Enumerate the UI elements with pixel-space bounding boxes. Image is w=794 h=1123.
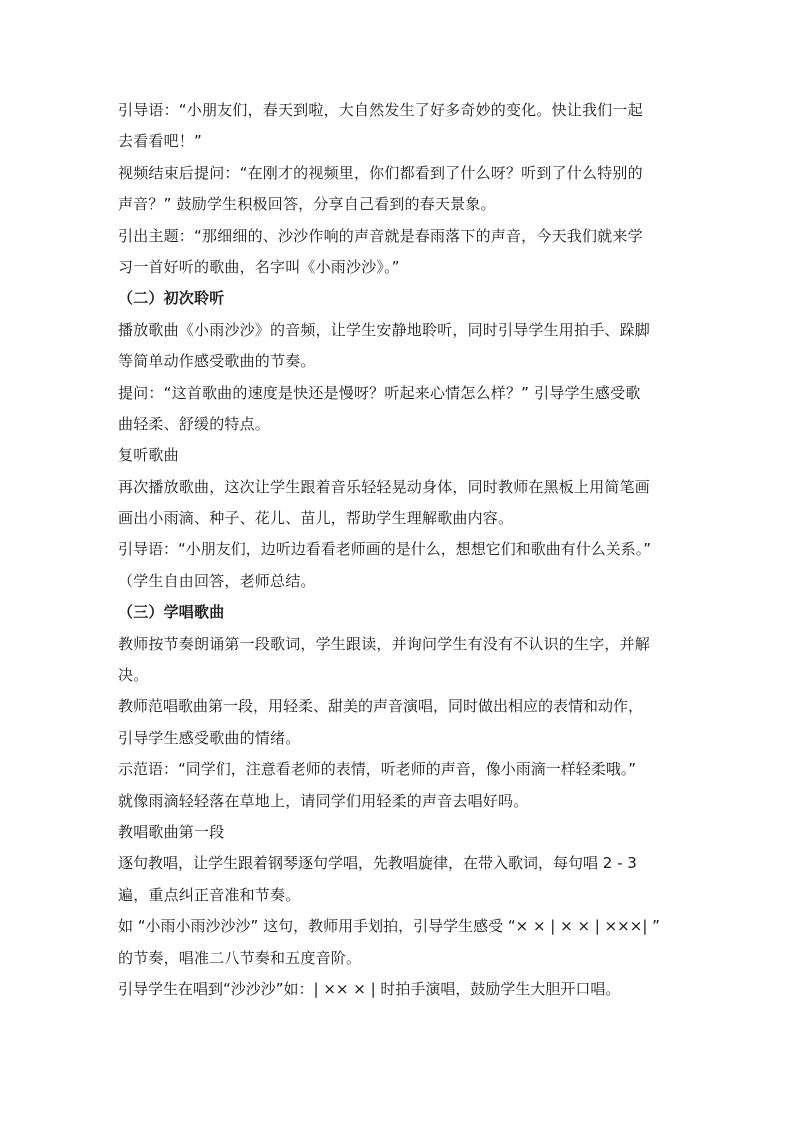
paragraph-line: 提问：“这首歌曲的速度是快还是慢呀？听起来心情怎么样？” 引导学生感受歌 <box>118 383 641 402</box>
paragraph-line: 逐句教唱，让学生跟着钢琴逐句学唱，先教唱旋律，在带入歌词，每句唱 2 - 3 <box>118 854 637 873</box>
paragraph-line: 习一首好听的歌曲，名字叫《小雨沙沙》。” <box>118 257 400 276</box>
section-heading: （三）学唱歌曲 <box>118 603 225 622</box>
paragraph-line: 就像雨滴轻轻落在草地上，请同学们用轻柔的声音去唱好吗。 <box>118 791 529 810</box>
paragraph-line: 等简单动作感受歌曲的节奏。 <box>118 352 316 371</box>
paragraph-line: 的节奏，唱准二八节奏和五度音阶。 <box>118 948 362 967</box>
paragraph-line: 声音？” 鼓励学生积极回答，分享自己看到的春天景象。 <box>118 195 496 214</box>
section-heading: （二）初次聆听 <box>118 289 225 308</box>
paragraph-line: 遍，重点纠正音准和节奏。 <box>118 885 301 904</box>
paragraph-line: 再次播放歌曲，这次让学生跟着音乐轻轻晃动身体，同时教师在黑板上用简笔画 <box>118 477 651 496</box>
paragraph-line: 引出主题：“那细细的、沙沙作响的声音就是春雨落下的声音，今天我们就来学 <box>118 226 643 245</box>
paragraph-line: 播放歌曲《小雨沙沙》的音频，让学生安静地聆听，同时引导学生用拍手、跺脚 <box>118 320 651 339</box>
paragraph-line: （学生自由回答，老师总结。 <box>118 571 316 590</box>
paragraph-line: 如 “小雨小雨沙沙沙” 这句，教师用手划拍，引导学生感受 “× × | × × | ×××| ” <box>118 917 660 936</box>
paragraph-line: 去看看吧！” <box>118 132 202 151</box>
paragraph-line: 引导语：“小朋友们，边听边看看老师画的是什么，想想它们和歌曲有什么关系。” <box>118 540 652 559</box>
paragraph-line: 决。 <box>118 666 149 685</box>
paragraph-line: 引导学生感受歌曲的情绪。 <box>118 728 301 747</box>
subsection-label: 复听歌曲 <box>118 446 179 465</box>
document-body <box>118 95 684 1005</box>
paragraph-line: 教师按节奏朗诵第一段歌词，学生跟读，并询问学生有没有不认识的生字，并解 <box>118 634 651 653</box>
paragraph-line: 视频结束后提问：“在刚才的视频里，你们都看到了什么呀？听到了什么特别的 <box>118 163 643 182</box>
paragraph-line: 画出小雨滴、种子、花儿、苗儿，帮助学生理解歌曲内容。 <box>118 509 514 528</box>
paragraph-line: 曲轻柔、舒缓的特点。 <box>118 414 271 433</box>
paragraph-line: 引导学生在唱到“沙沙沙”如：| ×× × | 时拍手演唱，鼓励学生大胆开口唱。 <box>118 979 621 998</box>
paragraph-line: 引导语：“小朋友们，春天到啦，大自然发生了好多奇妙的变化。快让我们一起 <box>118 101 643 119</box>
subsection-label: 教唱歌曲第一段 <box>118 822 225 841</box>
paragraph-line: 教师范唱歌曲第一段，用轻柔、甜美的声音演唱，同时做出相应的表情和动作， <box>118 697 644 716</box>
paragraph-line: 示范语：“同学们，注意看老师的表情，听老师的声音，像小雨滴一样轻柔哦。” <box>118 760 637 779</box>
